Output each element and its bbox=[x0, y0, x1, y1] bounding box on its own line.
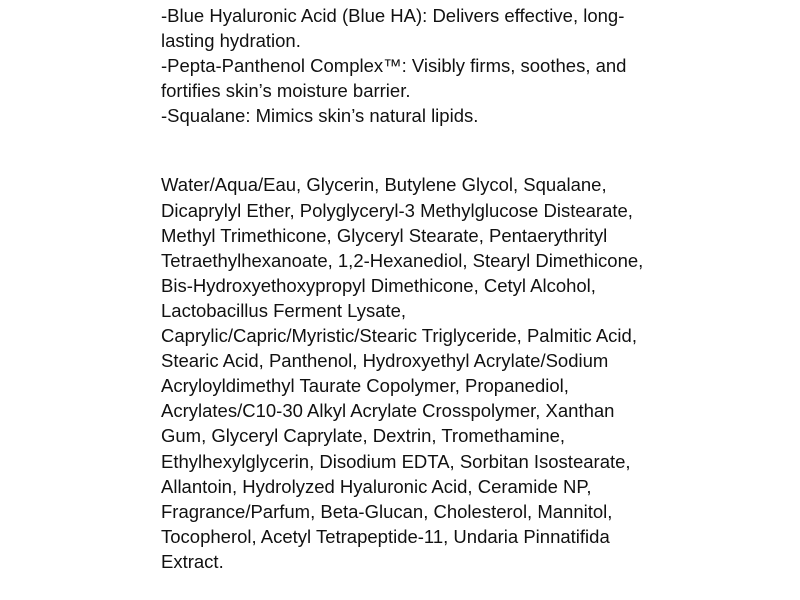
benefit-item-pepta-panthenol: -Pepta-Panthenol Complex™: Visibly firms, soothes, and fortifies skin’s moisture barrier. bbox=[161, 55, 627, 102]
full-ingredients-list: Water/Aqua/Eau, Glycerin, Butylene Glycol, Squalane, Dicaprylyl Ether, Polyglyceryl-3 Methylglucose Distearate, Methyl Trimethicone, Glyceryl Stearate, Pentaerythrityl Tetraethylhexanoate, 1,2-Hexanediol, Stearyl Dimethicone, Bis-Hydroxyethoxypropyl Dimethicone, Cetyl Alcohol, Lactobacillus Ferment Lysate, Caprylic/Capric/Myristic/Stearic Triglyceride, Palmitic Acid, Stearic Acid, Panthenol, Hydroxyethyl Acrylate/Sodium Acryloyldimethyl Taurate Copolymer, Propanediol, Acrylates/C10-30 Alkyl Acrylate Crosspolymer, Xanthan Gum, Glyceryl Caprylate, Dextrin, Tromethamine, Ethylhexylglycerin, Disodium EDTA, Sorbitan Isostearate, Allantoin, Hydrolyzed Hyaluronic Acid, Ceramide NP, Fragrance/Parfum, Beta-Glucan, Cholesterol, Mannitol, Tocopherol, Acetyl Tetrapeptide-11, Undaria Pinnatifida Extract. bbox=[161, 174, 644, 572]
benefit-item-squalane: -Squalane: Mimics skin’s natural lipids. bbox=[161, 105, 479, 127]
key-ingredients-list bbox=[161, 3, 661, 128]
product-description bbox=[161, 3, 661, 574]
benefit-item-blue-ha: -Blue Hyaluronic Acid (Blue HA): Delivers effective, long-lasting hydration. bbox=[161, 5, 625, 52]
